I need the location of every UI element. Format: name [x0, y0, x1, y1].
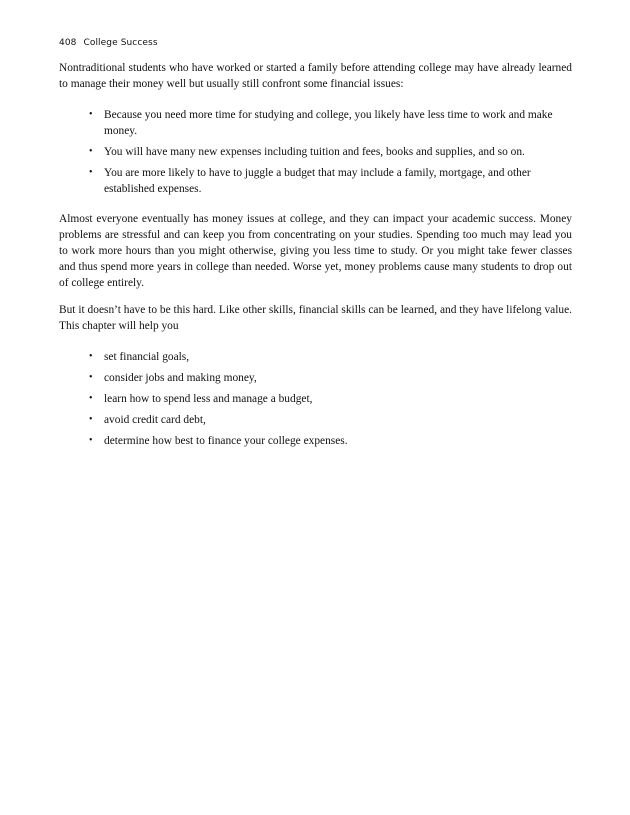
list-item: [85, 349, 572, 365]
bullet-icon: •: [89, 435, 93, 446]
chapter-goals-list: [59, 349, 572, 449]
book-title: College Success: [83, 38, 158, 48]
list-item-text: You are more likely to have to juggle a budget that may include a family, mortgage, and other established expenses.: [104, 167, 531, 195]
list-item-text: avoid credit card debt,: [104, 414, 206, 426]
page-body: [59, 60, 572, 459]
list-item-text: consider jobs and making money,: [104, 372, 257, 384]
bullet-icon: •: [89, 393, 93, 404]
money-issues-paragraph: Almost everyone eventually has money issues at college, and they can impact your academic success. Money problems are stressful and can keep you from concentrating on your studies. Spending too much may lead you to work more hours than you might otherwise, giving you less time to study. Or you might take fewer classes and thus spend more years in college than needed. Worse yet, money problems cause many students to drop out of college entirely.: [59, 213, 572, 289]
bullet-icon: •: [89, 372, 93, 383]
list-item: [85, 391, 572, 407]
list-item: [85, 412, 572, 428]
chapter-intro-paragraph: But it doesn’t have to be this hard. Like other skills, financial skills can be learned, and they have lifelong value. This chapter will help you: [59, 304, 572, 332]
bullet-icon: •: [89, 109, 93, 120]
intro-paragraph: Nontraditional students who have worked or started a family before attending college may have already learned to manage their money well but usually still confront some financial issues:: [59, 62, 572, 90]
financial-issues-list: [59, 107, 572, 197]
list-item: [85, 370, 572, 386]
bullet-icon: •: [89, 146, 93, 157]
list-item-text: determine how best to finance your college expenses.: [104, 435, 348, 447]
list-item-text: set financial goals,: [104, 351, 190, 363]
running-header: [59, 38, 158, 48]
list-item: [85, 107, 572, 139]
list-item: [85, 165, 572, 197]
list-item-text: learn how to spend less and manage a budget,: [104, 393, 313, 405]
bullet-icon: •: [89, 414, 93, 425]
page-number: 408: [59, 38, 77, 48]
list-item: [85, 144, 572, 160]
bullet-icon: •: [89, 167, 93, 178]
list-item-text: Because you need more time for studying and college, you likely have less time to work and make money.: [104, 109, 553, 137]
bullet-icon: •: [89, 351, 93, 362]
list-item-text: You will have many new expenses including tuition and fees, books and supplies, and so on.: [104, 146, 525, 158]
list-item: [85, 433, 572, 449]
